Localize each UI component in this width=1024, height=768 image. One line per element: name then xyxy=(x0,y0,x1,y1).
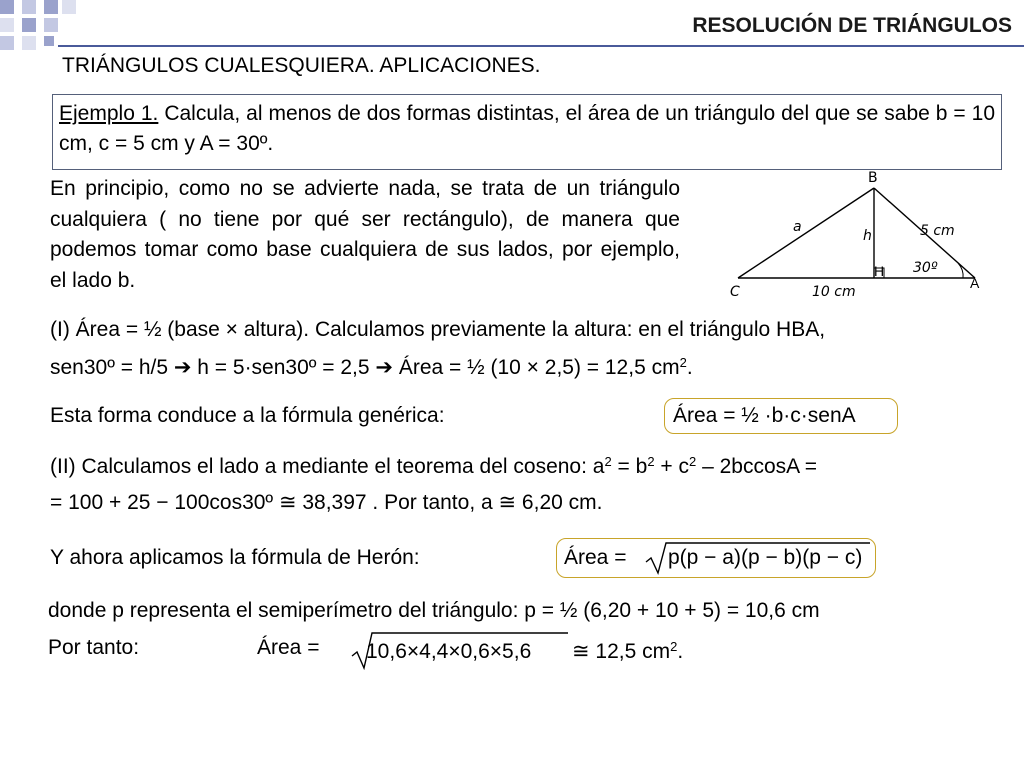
method1-line2 xyxy=(50,353,693,383)
method2-line2: = 100 + 25 − 100cos30º ≅ 38,397 . Por tanto, a ≅ 6,20 cm. xyxy=(50,491,603,514)
base-label: 10 cm xyxy=(812,284,856,300)
heron-label: Y ahora aplicamos la fórmula de Herón: xyxy=(50,546,420,569)
page-title: RESOLUCIÓN DE TRIÁNGULOS xyxy=(692,14,1012,37)
sup-a: 2 xyxy=(604,454,612,469)
vertex-A: A xyxy=(970,275,980,291)
sup-b: 2 xyxy=(647,454,655,469)
triangle-figure xyxy=(720,168,1010,303)
final-result-sup: 2 xyxy=(670,639,678,654)
height-h-label: h xyxy=(863,228,872,244)
method2-line1-b: = b xyxy=(611,455,648,478)
sup-c: 2 xyxy=(689,454,697,469)
final-radicand: 10,6×4,4×0,6×5,6 xyxy=(366,640,532,663)
final-result xyxy=(572,637,683,667)
method1-line2-text: sen30º = h/5 ➔ h = 5·sen30º = 2,5 ➔ Área = ½ (10 × 2,5) = 12,5 cm xyxy=(50,356,680,379)
method2-line1-a: (II) Calculamos el lado a mediante el teorema del coseno: a xyxy=(50,455,605,478)
method2-line1 xyxy=(50,452,817,482)
method2-line1-d: – 2bccosA = xyxy=(696,455,818,478)
heron-lhs: Área = xyxy=(564,546,627,569)
method2-line1-c: + c xyxy=(654,455,689,478)
method1-line2-sup: 2 xyxy=(679,355,687,370)
angle-label: 30º xyxy=(913,260,938,276)
generic-formula-label: Esta forma conduce a la fórmula genérica: xyxy=(50,404,445,427)
vertex-C: C xyxy=(730,284,740,300)
example-statement: Calcula, al menos de dos formas distintas, el área de un triángulo del que se sabe b = 10 cm, c = 5 cm y A = 30º. xyxy=(59,102,996,155)
side-c-label: 5 cm xyxy=(920,223,955,239)
method1-line2-end: . xyxy=(686,356,693,379)
method1-line1: (I) Área = ½ (base × altura). Calculamos previamente la altura: en el triángulo HBA, xyxy=(50,318,826,341)
final-lhs: Área = xyxy=(257,636,320,659)
final-result-end: . xyxy=(677,640,684,663)
example-label: Ejemplo 1. xyxy=(59,102,159,125)
page-subtitle: TRIÁNGULOS CUALESQUIERA. APLICACIONES. xyxy=(62,54,541,77)
generic-formula: Área = ½ ·b·c·senA xyxy=(673,404,856,427)
example-text xyxy=(59,99,995,159)
side-a-label: a xyxy=(793,219,802,235)
intro-paragraph: En principio, como no se advierte nada, se trata de un triángulo cualquiera ( no tiene por qué ser rectángulo), de manera que podemos tomar como base cualquiera de sus lados, por ejemplo, el lado b. xyxy=(50,177,680,292)
semiperimeter-line: donde p representa el semiperímetro del triángulo: p = ½ (6,20 + 10 + 5) = 10,6 cm xyxy=(48,599,820,622)
vertex-B: B xyxy=(868,170,878,186)
final-label: Por tanto: xyxy=(48,636,140,659)
heron-radicand: p(p − a)(p − b)(p − c) xyxy=(668,546,863,569)
example-box xyxy=(52,94,1002,170)
header-rule xyxy=(58,45,1024,47)
final-result-text: ≅ 12,5 cm xyxy=(572,640,671,663)
foot-H: H xyxy=(874,263,885,279)
